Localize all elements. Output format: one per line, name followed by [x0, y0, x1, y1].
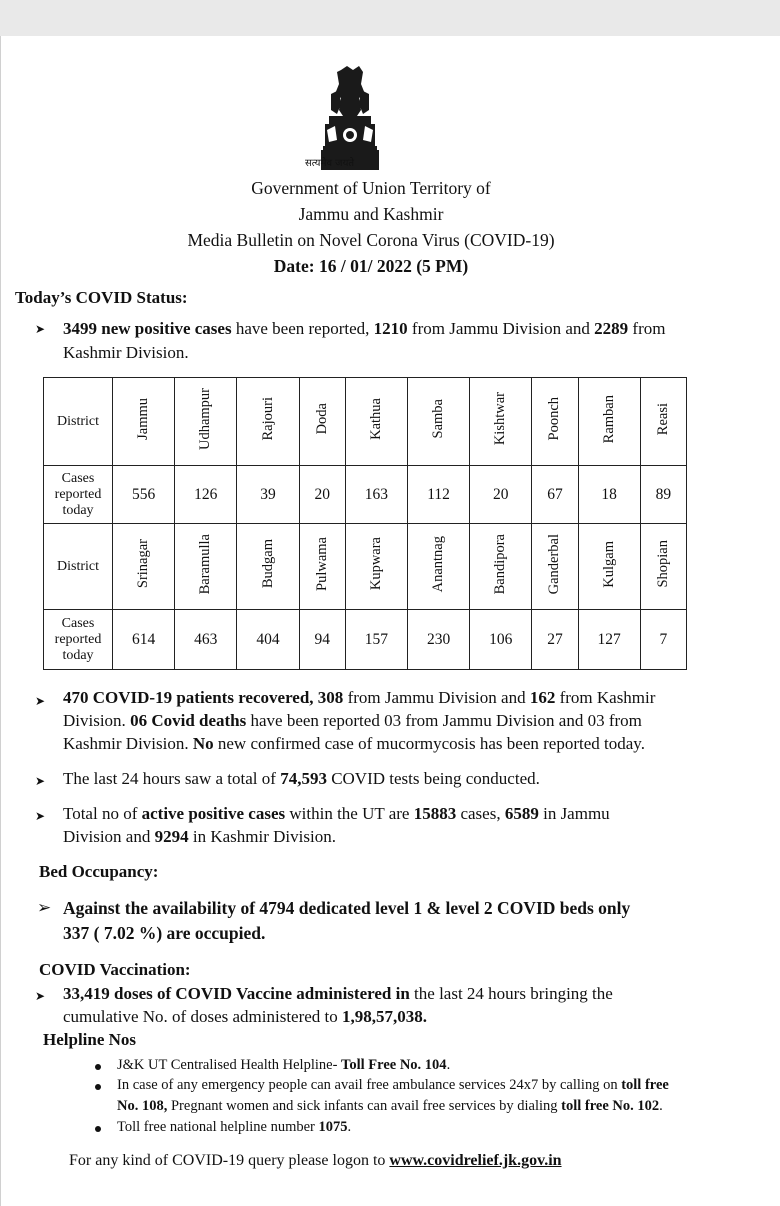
district-name-cell [470, 524, 532, 610]
district-name-cell [578, 524, 640, 610]
district-name-cell [299, 378, 345, 466]
district-name-value: Udhampur [197, 387, 214, 450]
case-count-cell [532, 466, 578, 524]
district-name-cell [237, 524, 299, 610]
active-line-2: Division and 9294 in Kashmir Division. [63, 827, 336, 846]
district-name-value: Pulwama [313, 537, 330, 591]
district-name-value: Shopian [654, 540, 671, 588]
kashmir-cases-label: from [628, 319, 666, 338]
district-name-value: Kishtwar [492, 392, 509, 446]
case-count-value: 67 [547, 485, 563, 503]
helpline-item-3: Toll free national helpline number 1075. [117, 1119, 352, 1135]
new-cases-label: new positive cases [97, 319, 232, 338]
arrow-bullet-icon: ➤ [35, 322, 46, 336]
emblem-motto: सत्यमेव जयते [305, 158, 355, 169]
case-count-cell [175, 610, 237, 670]
district-name-value: Jammu [135, 398, 152, 440]
bed-heading: Bed Occupancy: [39, 862, 159, 881]
arrow-bullet-icon: ➤ [35, 989, 46, 1003]
case-count-value: 556 [131, 485, 156, 503]
case-count-value: 157 [364, 630, 388, 648]
district-name-cell [470, 378, 532, 466]
district-name-cell [113, 378, 175, 466]
footer-text: For any kind of COVID-19 query please logon to www.covidrelief.jk.gov.in [69, 1152, 562, 1169]
case-count-value: 20 [493, 485, 509, 503]
vaccination-line-2: cumulative No. of doses administered to 1,98,57,038. [63, 1007, 428, 1026]
district-cases-table [43, 377, 687, 670]
district-name-value: Rajouri [259, 397, 276, 441]
district-name-value: Kupwara [367, 537, 384, 591]
district-label: District [44, 378, 113, 466]
case-count-value: 112 [427, 485, 450, 503]
arrow-bullet-icon: ➤ [35, 774, 46, 788]
bulletin-date: Date: 16 / 01/ 2022 (5 PM) [273, 256, 469, 276]
jammu-cases-row [44, 466, 687, 524]
case-count-cell [237, 610, 299, 670]
bullet-dot-icon [95, 1126, 101, 1132]
case-count-value: 163 [364, 485, 388, 503]
district-name-cell [407, 378, 469, 466]
case-count-cell [470, 466, 532, 524]
recovered-line-1: 470 COVID-19 patients recovered, 308 from Jammu Division and 162 from Kashmir [63, 688, 656, 707]
case-count-cell [237, 466, 299, 524]
case-count-cell [407, 466, 469, 524]
vaccination-heading: COVID Vaccination: [39, 960, 191, 979]
case-count-cell [345, 610, 407, 670]
case-count-value: 614 [131, 630, 156, 648]
district-name-cell [175, 524, 237, 610]
case-count-value: 127 [597, 630, 621, 648]
district-name-value: Samba [430, 399, 447, 439]
new-cases-count: 3499 [63, 319, 97, 338]
case-count-value: 18 [601, 485, 617, 503]
district-name-cell [345, 524, 407, 610]
case-count-cell [640, 466, 686, 524]
covidrelief-link[interactable]: www.covidrelief.jk.gov.in [389, 1152, 562, 1169]
vaccination-line-1: 33,419 doses of COVID Vaccine administered in the last 24 hours bringing the [63, 984, 613, 1003]
case-count-cell [578, 466, 640, 524]
district-name-cell [299, 524, 345, 610]
arrow-bullet-icon: ➢ [37, 898, 52, 917]
case-count-cell [407, 610, 469, 670]
case-count-value: 39 [260, 485, 276, 503]
jammu-district-row [44, 378, 687, 466]
case-count-cell [175, 466, 237, 524]
helpline-item-2-line-2: No. 108, Pregnant women and sick infants can avail free services by dialing toll free No. 102. [117, 1098, 663, 1114]
bed-line-2: 337 ( 7.02 %) are occupied. [63, 923, 266, 943]
case-count-cell [345, 466, 407, 524]
status-heading: Today’s COVID Status: [15, 288, 188, 307]
district-name-value: Baramulla [197, 533, 214, 595]
arrow-bullet-icon: ➤ [35, 809, 46, 823]
district-name-value: Ganderbal [546, 533, 563, 595]
case-count-value: 27 [547, 630, 563, 648]
helpline-heading: Helpline Nos [43, 1030, 137, 1049]
district-name-cell [113, 524, 175, 610]
case-count-cell [299, 466, 345, 524]
district-name-value: Poonch [546, 397, 563, 441]
kashmir-district-row [44, 524, 687, 610]
case-count-value: 230 [426, 630, 451, 648]
bullet-dot-icon [95, 1084, 101, 1090]
case-count-value: 404 [256, 630, 280, 648]
kashmir-cases-row [44, 610, 687, 670]
case-count-cell [532, 610, 578, 670]
district-name-cell [578, 378, 640, 466]
case-count-cell [640, 610, 686, 670]
district-name-value: Budgam [259, 539, 276, 589]
district-name-value: Doda [313, 403, 330, 435]
district-name-value: Kathua [367, 398, 384, 440]
header-line-2: Jammu and Kashmir [298, 204, 444, 224]
cases-label: Cases reported today [44, 466, 113, 524]
district-name-cell [532, 378, 578, 466]
active-line-1: Total no of active positive cases within the UT are 15883 cases, 6589 in Jammu [63, 804, 610, 823]
case-count-cell [113, 610, 175, 670]
district-name-cell [237, 378, 299, 466]
case-count-value: 89 [655, 485, 672, 503]
case-count-cell [113, 466, 175, 524]
kashmir-cases: 2289 [594, 319, 629, 338]
jammu-cases-label: from Jammu Division and [407, 319, 595, 338]
header-line-1: Government of Union Territory of [251, 178, 491, 198]
jammu-cases: 1210 [373, 319, 408, 338]
cases-label: Cases reported today [44, 610, 113, 670]
case-count-value: 126 [194, 485, 218, 503]
district-label: District [44, 524, 113, 610]
district-name-value: Bandipora [492, 533, 509, 595]
case-count-value: 20 [314, 485, 330, 503]
recovered-line-3: Kashmir Division. No new confirmed case of mucormycosis has been reported today. [63, 734, 645, 753]
case-count-value: 106 [489, 630, 513, 648]
new-cases-mid: have been reported, [231, 319, 374, 338]
district-name-value: Reasi [654, 402, 671, 436]
bullet-dot-icon [95, 1064, 101, 1070]
district-name-cell [175, 378, 237, 466]
case-count-value: 94 [314, 630, 330, 648]
district-name-cell [640, 378, 686, 466]
case-count-cell [470, 610, 532, 670]
new-cases-text [63, 317, 723, 340]
case-count-cell [578, 610, 640, 670]
helpline-item-2-line-1: In case of any emergency people can avail free ambulance services 24x7 by calling on toll free [117, 1077, 669, 1093]
district-name-cell [532, 524, 578, 610]
district-name-value: Anantnag [430, 535, 447, 593]
bed-line-1: Against the availability of 4794 dedicated level 1 & level 2 COVID beds only [63, 898, 631, 918]
recovered-line-2: Division. 06 Covid deaths have been reported 03 from Jammu Division and 03 from [63, 711, 642, 730]
case-count-value: 7 [659, 630, 668, 648]
district-name-value: Kulgam [600, 540, 617, 588]
district-name-cell [407, 524, 469, 610]
new-cases-line-2: Kashmir Division. [63, 343, 189, 362]
header-line-3: Media Bulletin on Novel Corona Virus (COVID-19) [187, 230, 555, 250]
bulletin-page [0, 36, 779, 1206]
case-count-cell [299, 610, 345, 670]
arrow-bullet-icon: ➤ [35, 694, 46, 708]
district-name-value: Srinagar [135, 539, 152, 589]
viewer-top-bar [0, 0, 780, 36]
helpline-item-1: J&K UT Centralised Health Helpline- Toll Free No. 104. [117, 1057, 451, 1073]
district-name-value: Ramban [600, 394, 617, 444]
district-name-cell [640, 524, 686, 610]
district-name-cell [345, 378, 407, 466]
tests-text: The last 24 hours saw a total of 74,593 COVID tests being conducted. [63, 769, 540, 788]
case-count-value: 463 [194, 630, 218, 648]
